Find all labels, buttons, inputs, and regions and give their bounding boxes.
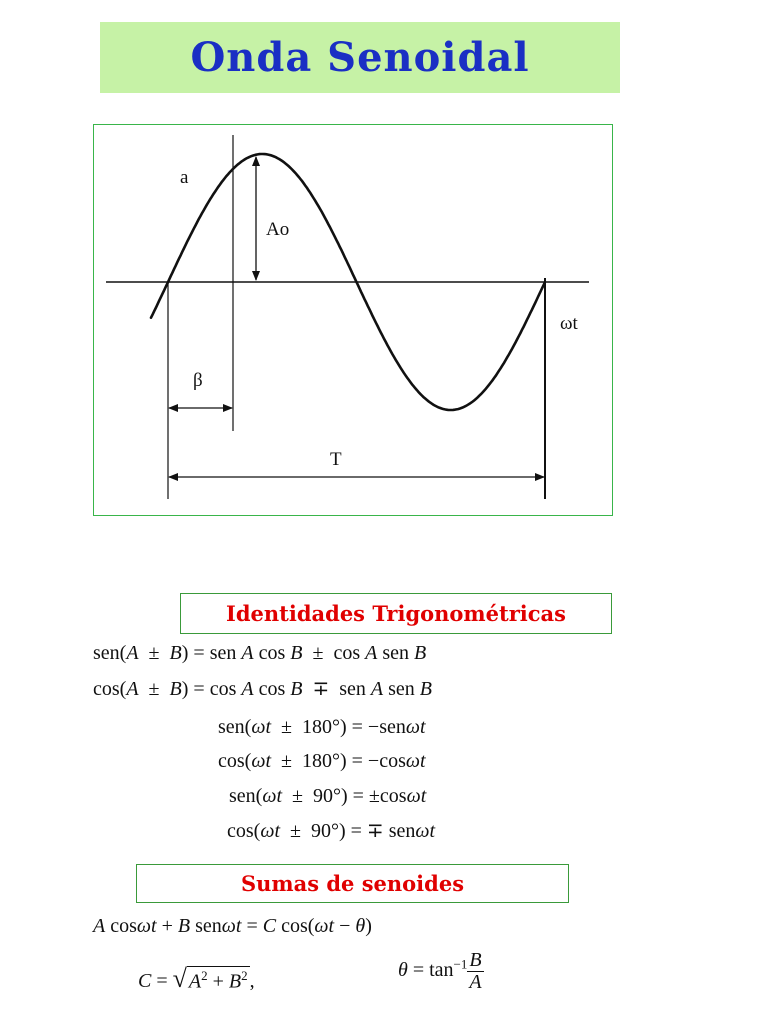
identity-sin-180: sen(ωt ± 180°) = −senωt (218, 716, 426, 738)
period-label: T (330, 449, 342, 470)
sine-wave-figure (93, 124, 613, 516)
phase-theta-equation: $\theta = \tan^{-1}$ $\frac{B}{A}$ (398, 949, 482, 993)
identity-cos-180: cos(ωt ± 180°) = −cosωt (218, 750, 426, 772)
identities-title: Identidades Trigonométricas (226, 601, 566, 626)
identity-cos-90: cos(ωt ± 90°) = ∓ senωt (227, 820, 436, 842)
phase-label: β (193, 370, 203, 391)
title-banner (100, 22, 620, 93)
page-title: Onda Senoidal (190, 34, 530, 81)
sums-title: Sumas de senoides (240, 871, 465, 896)
identity-sin-90: sen(ωt ± 90°) = ±cosωt (229, 785, 427, 807)
curve-label: a (180, 167, 189, 188)
fraction-b-over-a: $\frac{B}{A}$ (469, 949, 482, 993)
sum-of-sinusoids-equation: A cosωt + B senωt = C cos(ωt − θ) (93, 915, 372, 937)
identity-sum-cos: cos(A ± B) = cos A cos B ∓ sen A sen B (93, 678, 432, 700)
amplitude-label: Ao (266, 219, 290, 240)
axis-label: ωt (560, 313, 578, 334)
amplitude-c-equation: C = √ $A^2 + B^2$ , (138, 964, 255, 993)
identities-header (180, 593, 612, 634)
sums-header (136, 864, 569, 903)
sine-wave-diagram (94, 125, 614, 517)
square-root: √ $A^2 + B^2$ (172, 964, 248, 993)
identity-sum-sin: sen(A ± B) = sen A cos B ± cos A sen B (93, 642, 427, 664)
